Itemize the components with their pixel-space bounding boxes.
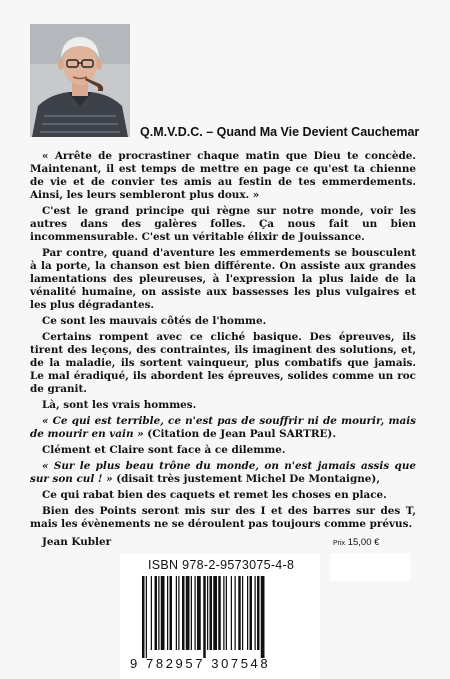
paragraph: Bien des Points seront mis sur des I et des barres sur des T, mais les évènements ne se déroulent pas toujours comme prévus. [30,505,416,530]
ean-digits: 9 782957 307548 [130,656,271,671]
price-label: Prix [333,540,346,547]
montaigne-quote-attribution: (disait très justement Michel De Montaigne), [112,473,380,485]
paragraph: Clément et Claire sont face à ce dilemme. [42,444,286,456]
author-name: Jean Kubler [42,536,112,548]
sartre-quote [30,415,416,441]
author-photo [30,24,130,137]
montaigne-quote-text: « Sur le plus beau trône du monde, on n'est jamais assis que sur son cul ! » [30,460,416,485]
paragraph: Ce sont les mauvais côtés de l'homme. [42,315,267,327]
paragraph: C'est le grand principe qui règne sur notre monde, voir les autres dans des galères folles. Ça nous fait un bien incommensurable. C'est un véritable élixir de Jouissance. [30,205,416,243]
montaigne-quote [30,460,416,486]
sartre-quote-attribution: (Citation de Jean Paul SARTRE). [143,428,336,440]
barcode-icon [138,576,308,658]
paragraph: « Arrête de procrastiner chaque matin que Dieu te concède. Maintenant, il est temps de mettre en page ce qu'est ta chienne de vie et de convier tes amis au festin de tes emmerdements. Ainsi, les leurs sembleront plus doux. » [30,150,416,201]
paragraph: Par contre, quand d'aventure les emmerdements se bousculent à la porte, la chanson est bien différente. On assiste aux grandes lamentations des pleureuses, à l'expression la plus laide de la vénalité humaine, on assiste aux bassesses les plus vulgaires et les plus dégradantes. [30,247,416,311]
book-title: Q.M.V.D.C. – Quand Ma Vie Devient Cauchemar [140,125,420,139]
paragraph: Certains rompent avec ce cliché basique. Des épreuves, ils tirent des leçons, des contraintes, ils imaginent des solutions, et, de la maladie, ils sortent vainqueur, plus combatifs que jamais. Le mal éradiqué, ils abordent les épreuves, solides comme un roc de granit. [30,331,416,395]
isbn-number: ISBN 978-2-9573075-4-8 [148,558,295,572]
price-value: 15,00 € [347,537,380,548]
paragraph: Ce qui rabat bien des caquets et remet les choses en place. [42,489,387,501]
price [333,537,379,548]
back-cover-text [30,150,416,534]
price-sticker-area [330,553,410,581]
paragraph: Là, sont les vrais hommes. [42,399,197,411]
sartre-quote-text: « Ce qui est terrible, ce n'est pas de souffrir ni de mourir, mais de mourir en vain » [30,415,416,440]
